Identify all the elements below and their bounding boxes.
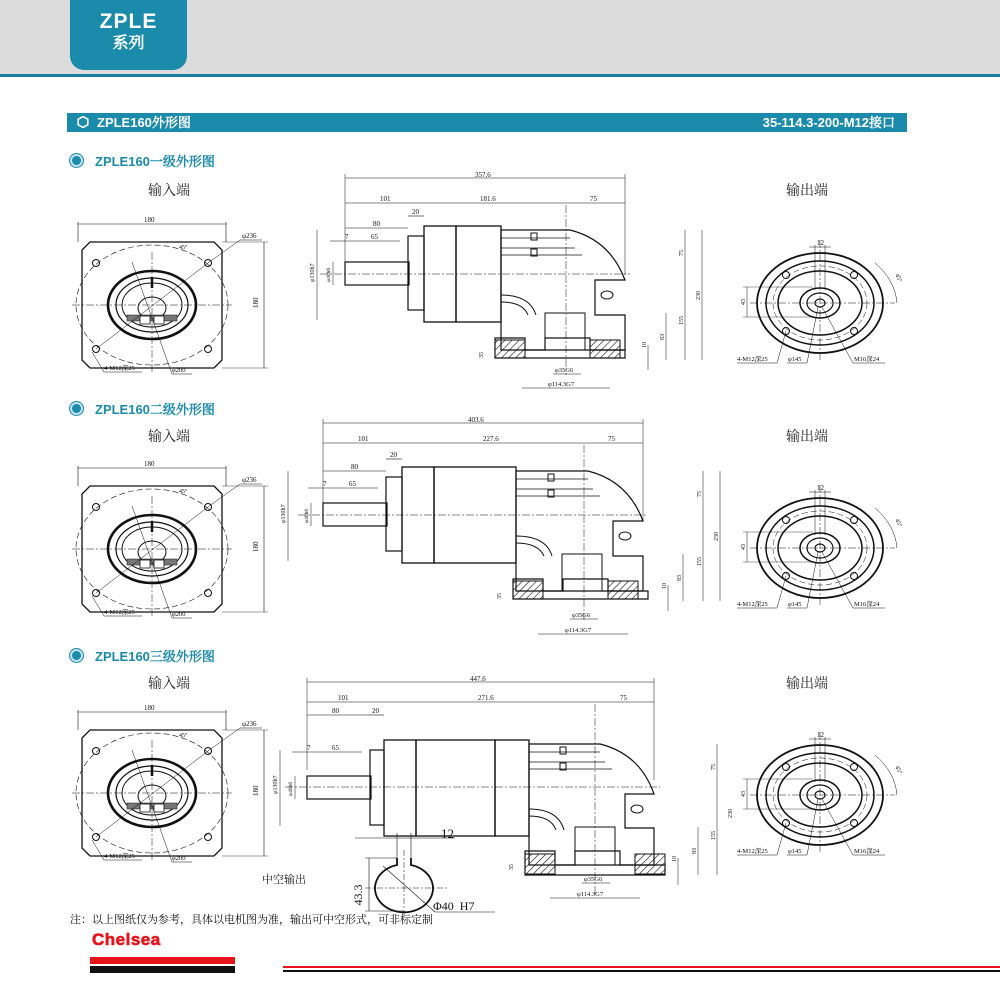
hollow-bore-drawing xyxy=(351,826,515,913)
svg-text:75: 75 xyxy=(711,764,717,770)
output-end-label: 输出端 xyxy=(786,676,828,692)
bullet-icon xyxy=(70,402,83,415)
svg-text:φ35G6: φ35G6 xyxy=(584,876,603,883)
svg-text:φ35G6: φ35G6 xyxy=(572,612,591,619)
input-face-drawing xyxy=(62,212,272,382)
svg-text:75: 75 xyxy=(590,195,597,203)
svg-text:357.6: 357.6 xyxy=(475,171,491,179)
svg-text:101: 101 xyxy=(338,694,349,702)
svg-text:83: 83 xyxy=(692,848,698,854)
svg-text:φ35G6: φ35G6 xyxy=(555,367,574,374)
svg-text:φ145: φ145 xyxy=(788,601,802,608)
svg-text:10: 10 xyxy=(642,342,648,348)
svg-text:φ236: φ236 xyxy=(242,232,257,240)
svg-text:230: 230 xyxy=(714,532,720,541)
svg-text:155: 155 xyxy=(679,316,685,325)
svg-text:45°: 45° xyxy=(179,245,188,251)
svg-text:4-M12深25: 4-M12深25 xyxy=(104,853,135,860)
banner-divider xyxy=(0,74,1000,77)
svg-text:65: 65 xyxy=(332,744,339,752)
svg-text:φ200: φ200 xyxy=(172,367,186,374)
view-heading-stage3: ZPLE160三级外形图 xyxy=(70,648,215,666)
svg-text:45°: 45° xyxy=(893,765,903,776)
svg-text:φ130h7: φ130h7 xyxy=(273,775,279,794)
svg-text:10: 10 xyxy=(662,583,668,589)
hollow-output-label: 中空输出 xyxy=(262,873,306,886)
output-end-label: 输出端 xyxy=(786,429,828,445)
svg-text:20: 20 xyxy=(412,208,419,216)
svg-text:180: 180 xyxy=(252,541,260,552)
bullet-icon xyxy=(70,154,83,167)
section-title-bar xyxy=(67,113,907,132)
output-end-label: 输出端 xyxy=(786,183,828,199)
svg-text:M16深24: M16深24 xyxy=(854,848,880,855)
svg-text:φ236: φ236 xyxy=(242,720,257,728)
svg-text:φ200: φ200 xyxy=(172,611,186,618)
svg-text:φ145: φ145 xyxy=(788,848,802,855)
svg-text:45°: 45° xyxy=(893,518,903,529)
svg-text:35: 35 xyxy=(479,352,485,358)
svg-text:φ40h6: φ40h6 xyxy=(288,781,294,796)
svg-text:φ114.3G7: φ114.3G7 xyxy=(565,627,592,634)
svg-text:10: 10 xyxy=(672,856,678,862)
svg-text:155: 155 xyxy=(711,831,717,840)
input-end-label: 输入端 xyxy=(148,429,190,445)
svg-text:447.6: 447.6 xyxy=(470,675,486,683)
bullet-icon xyxy=(70,649,83,662)
svg-text:12: 12 xyxy=(817,239,824,247)
svg-text:4-M12深25: 4-M12深25 xyxy=(104,609,135,616)
svg-text:45°: 45° xyxy=(893,273,903,284)
svg-text:φ236: φ236 xyxy=(242,476,257,484)
svg-text:180: 180 xyxy=(252,297,260,308)
input-end-label: 输入端 xyxy=(148,676,190,692)
svg-text:7: 7 xyxy=(307,744,311,752)
svg-text:4-M12深25: 4-M12深25 xyxy=(737,848,768,855)
svg-text:155: 155 xyxy=(697,557,703,566)
svg-text:403.6: 403.6 xyxy=(468,416,484,424)
svg-text:35: 35 xyxy=(509,864,515,870)
svg-text:7: 7 xyxy=(345,233,349,241)
brand-stripe-black xyxy=(90,966,235,973)
svg-text:75: 75 xyxy=(679,250,685,256)
interface-spec: 35-114.3-200-M12接口 xyxy=(762,115,895,130)
svg-text:φ40h6: φ40h6 xyxy=(326,267,332,282)
svg-text:φ114.3G7: φ114.3G7 xyxy=(577,891,604,898)
svg-text:4-M12深25: 4-M12深25 xyxy=(737,601,768,608)
svg-text:75: 75 xyxy=(620,694,627,702)
svg-text:12: 12 xyxy=(817,484,824,492)
disclaimer-note: 注：以上图纸仅为参考，具体以电机图为准，输出可中空形式，可非标定制 xyxy=(70,913,433,926)
view-heading-stage2: ZPLE160二级外形图 xyxy=(70,401,215,419)
svg-text:φ40h6: φ40h6 xyxy=(304,508,310,523)
svg-text:180: 180 xyxy=(252,785,260,796)
side-view-drawing xyxy=(300,170,730,395)
svg-text:65: 65 xyxy=(371,233,378,241)
svg-text:83: 83 xyxy=(677,575,683,581)
svg-text:75: 75 xyxy=(697,491,703,497)
svg-text:45°: 45° xyxy=(179,489,188,495)
output-face-drawing xyxy=(735,480,925,620)
series-tab xyxy=(70,0,187,70)
svg-text:180: 180 xyxy=(144,460,155,468)
svg-text:M16深24: M16深24 xyxy=(854,356,880,363)
section-title: ZPLE160外形图 xyxy=(97,115,191,130)
svg-text:20: 20 xyxy=(372,707,379,715)
svg-text:4-M12深25: 4-M12深25 xyxy=(104,365,135,372)
footer-rule-black xyxy=(283,970,1000,972)
brand-stripe-red xyxy=(90,957,235,964)
svg-text:φ130h7: φ130h7 xyxy=(310,263,316,282)
svg-text:101: 101 xyxy=(380,195,391,203)
svg-text:12: 12 xyxy=(441,826,454,841)
svg-text:7: 7 xyxy=(323,480,327,488)
output-face-drawing xyxy=(735,727,925,867)
output-face-drawing xyxy=(735,235,925,375)
svg-text:101: 101 xyxy=(358,435,369,443)
svg-text:φ145: φ145 xyxy=(788,356,802,363)
svg-text:80: 80 xyxy=(373,220,380,228)
svg-text:43: 43 xyxy=(741,299,747,305)
input-face-drawing xyxy=(62,456,272,626)
svg-text:45°: 45° xyxy=(179,733,188,739)
svg-text:83: 83 xyxy=(660,334,666,340)
svg-text:φ114.3G7: φ114.3G7 xyxy=(548,381,575,388)
brand-logo: Chelsea xyxy=(92,930,161,949)
svg-text:43.3: 43.3 xyxy=(351,884,365,906)
svg-text:65: 65 xyxy=(349,480,356,488)
svg-text:180: 180 xyxy=(144,216,155,224)
svg-text:12: 12 xyxy=(817,731,824,739)
gear-icon xyxy=(77,116,89,128)
series-tab-subtitle: 系列 xyxy=(112,33,145,52)
svg-text:230: 230 xyxy=(728,809,734,818)
footer-rule-red xyxy=(283,966,1000,968)
svg-text:180: 180 xyxy=(144,704,155,712)
svg-text:φ200: φ200 xyxy=(172,855,186,862)
svg-text:227.6: 227.6 xyxy=(483,435,499,443)
input-end-label: 输入端 xyxy=(148,183,190,199)
svg-text:20: 20 xyxy=(390,451,397,459)
svg-text:4-M12深25: 4-M12深25 xyxy=(737,356,768,363)
svg-text:230: 230 xyxy=(696,291,702,300)
svg-text:M16深24: M16深24 xyxy=(854,601,880,608)
svg-text:43: 43 xyxy=(741,544,747,550)
svg-text:Φ40 H7: Φ40 H7 xyxy=(433,899,475,913)
view-heading-stage1: ZPLE160一级外形图 xyxy=(70,153,215,171)
series-tab-title: ZPLE xyxy=(99,10,158,33)
svg-text:181.6: 181.6 xyxy=(480,195,496,203)
svg-text:80: 80 xyxy=(332,707,339,715)
svg-text:φ130h7: φ130h7 xyxy=(281,504,287,523)
svg-text:80: 80 xyxy=(351,463,358,471)
svg-text:271.6: 271.6 xyxy=(478,694,494,702)
side-view-drawing xyxy=(278,415,728,640)
svg-text:43: 43 xyxy=(741,791,747,797)
input-face-drawing xyxy=(62,700,272,870)
svg-text:35: 35 xyxy=(497,593,503,599)
svg-text:75: 75 xyxy=(608,435,615,443)
